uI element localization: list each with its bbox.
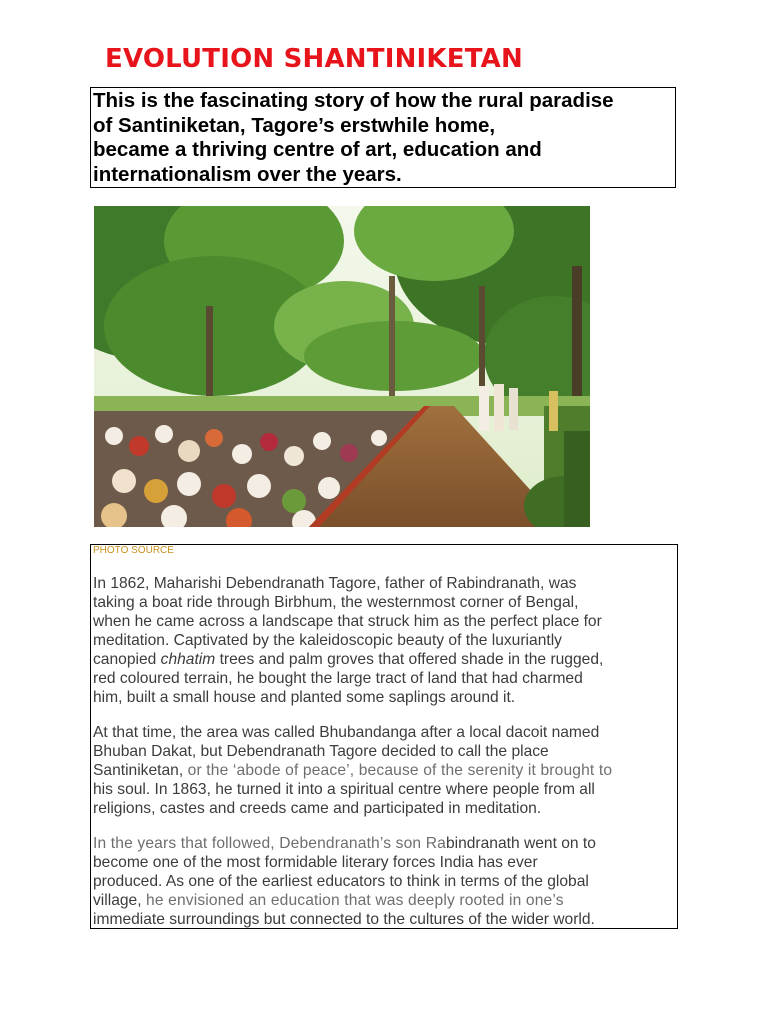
paragraph-3-part-d: immediate surroundings but connected to the cultures of the wider world.: [93, 911, 595, 928]
article-box: [90, 544, 678, 929]
santiniketan-photo: [94, 206, 590, 527]
paragraph-3-part-b: bindranath went on to become one of the most formidable literary forces India has ever produced. As one of the earliest educators to think in terms of the global village,: [93, 835, 596, 909]
paragraph-3: [93, 834, 673, 929]
paragraph-3-part-a: In the years that followed, Debendranath’s son Ra: [93, 835, 446, 852]
intro-box: [90, 87, 676, 188]
document-title: EVOLUTION SHANTINIKETAN: [105, 44, 523, 74]
paragraph-2-part-a: At that time, the area was called Bhubandanga after a local dacoit named Bhuban Dakat, but Debendranath Tagore decided to call the place Santiniketan,: [93, 724, 600, 779]
paragraph-3-part-c: he envisioned an education that was deeply rooted in one’s: [141, 892, 564, 909]
photo-source-link[interactable]: PHOTO SOURCE: [93, 545, 174, 556]
paragraph-2-part-c: his soul. In 1863, he turned it into a spiritual centre where people from all religions, castes and creeds came and participated in meditation.: [93, 781, 595, 817]
paragraph-1: [93, 574, 673, 707]
intro-text: This is the fascinating story of how the rural paradise of Santiniketan, Tagore’s erstwhile home, became a thriving centre of art, education and internationalism over the years.: [93, 89, 614, 186]
paragraph-1-part-a: In 1862, Maharishi Debendranath Tagore, father of Rabindranath, was taking a boat ride through Birbhum, the westernmost corner of Bengal, when he came across a landscape that struck him as the perfect place for meditation. Captivated by the kaleidoscopic beauty of the luxuriantly canopied: [93, 575, 602, 668]
paragraph-2-part-b: or the ‘abode of peace’, because of the serenity it brought to: [183, 762, 613, 779]
paragraph-1-part-b: trees and palm groves that offered shade in the rugged, red coloured terrain, he bought the large tract of land that had charmed him, built a small house and planted some saplings around it.: [93, 651, 604, 706]
chhatim-italic: chhatim: [160, 651, 216, 668]
paragraph-2: [93, 723, 673, 818]
